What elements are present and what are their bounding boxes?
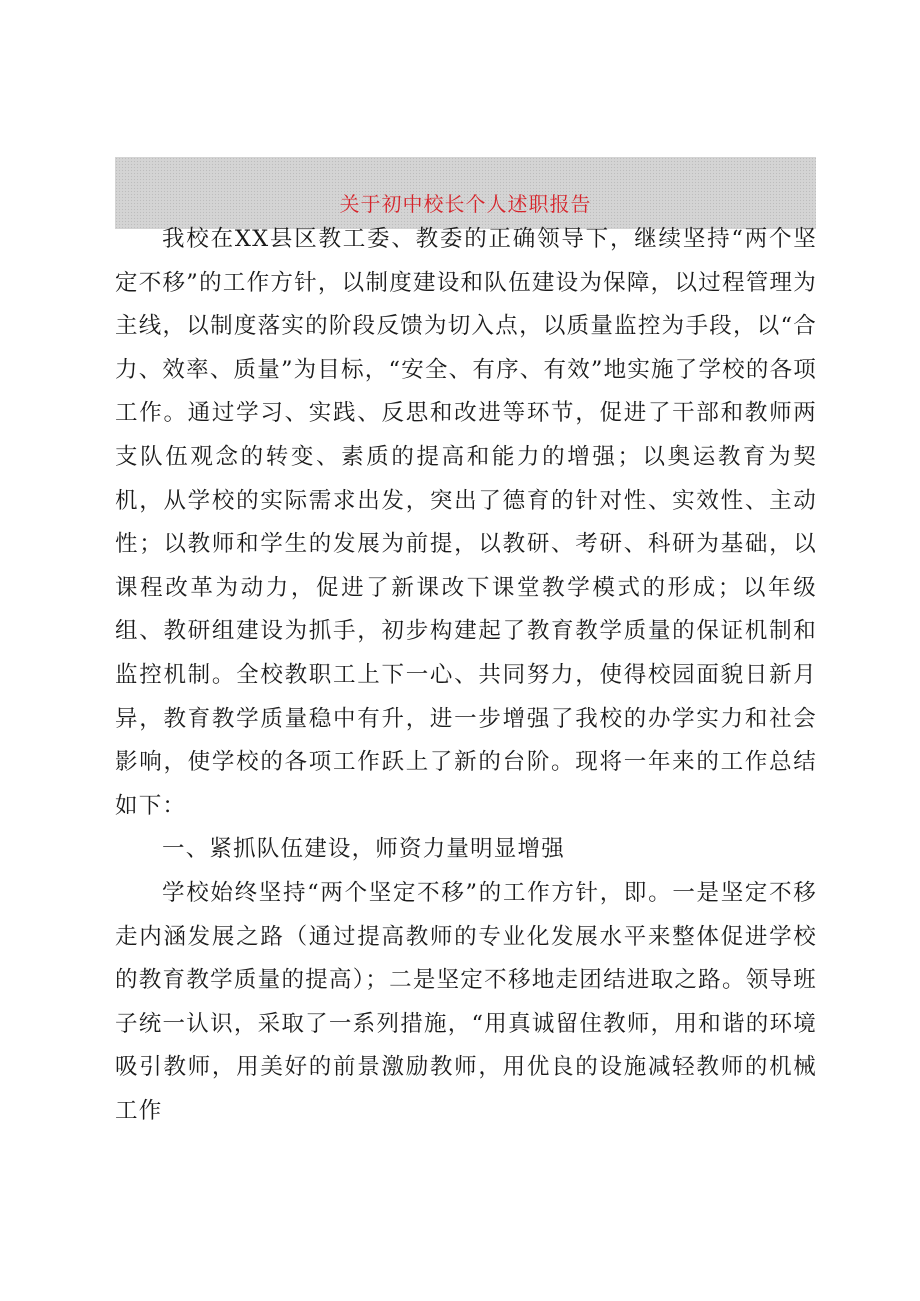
body-paragraph-section-1: 学校始终坚持“两个坚定不移”的工作方针，即。一是坚定不移走内涵发展之路（通过提高教师的专业化发展水平来整体促进学校的教育教学质量的提高）；二是坚定不移地走团结进取之路。领导班子统一认识，采取了一系列措施，“用真诚留住教师，用和谐的环境吸引教师，用美好的前景激励教师，用优良的设施减轻教师的机械工作 (115, 879, 817, 1124)
section-heading-1: 一、紧抓队伍建设，师资力量明显增强 (162, 836, 565, 863)
document-title: 关于初中校长个人述职报告 (339, 192, 592, 216)
document-body (115, 218, 817, 1133)
body-paragraph-intro: 我校在XX县区教工委、教委的正确领导下，继续坚持“两个坚定不移”的工作方针，以制度建设和队伍建设为保障，以过程管理为主线，以制度落实的阶段反馈为切入点，以质量监控为手段，以“合力、效率、质量”为目标，“安全、有序、有效”地实施了学校的各项工作。通过学习、实践、反思和改进等环节，促进了干部和教师两支队伍观念的转变、素质的提高和能力的增强；以奥运教育为契机，从学校的实际需求出发，突出了德育的针对性、实效性、主动性；以教师和学生的发展为前提，以教研、考研、科研为基础，以课程改革为动力，促进了新课改下课堂教学模式的形成；以年级组、教研组建设为抓手，初步构建起了教育教学质量的保证机制和监控机制。全校教职工上下一心、共同努力，使得校园面貌日新月异，教育教学质量稳中有升，进一步增强了我校的办学实力和社会影响，使学校的各项工作跃上了新的台阶。现将一年来的工作总结如下： (115, 226, 817, 819)
